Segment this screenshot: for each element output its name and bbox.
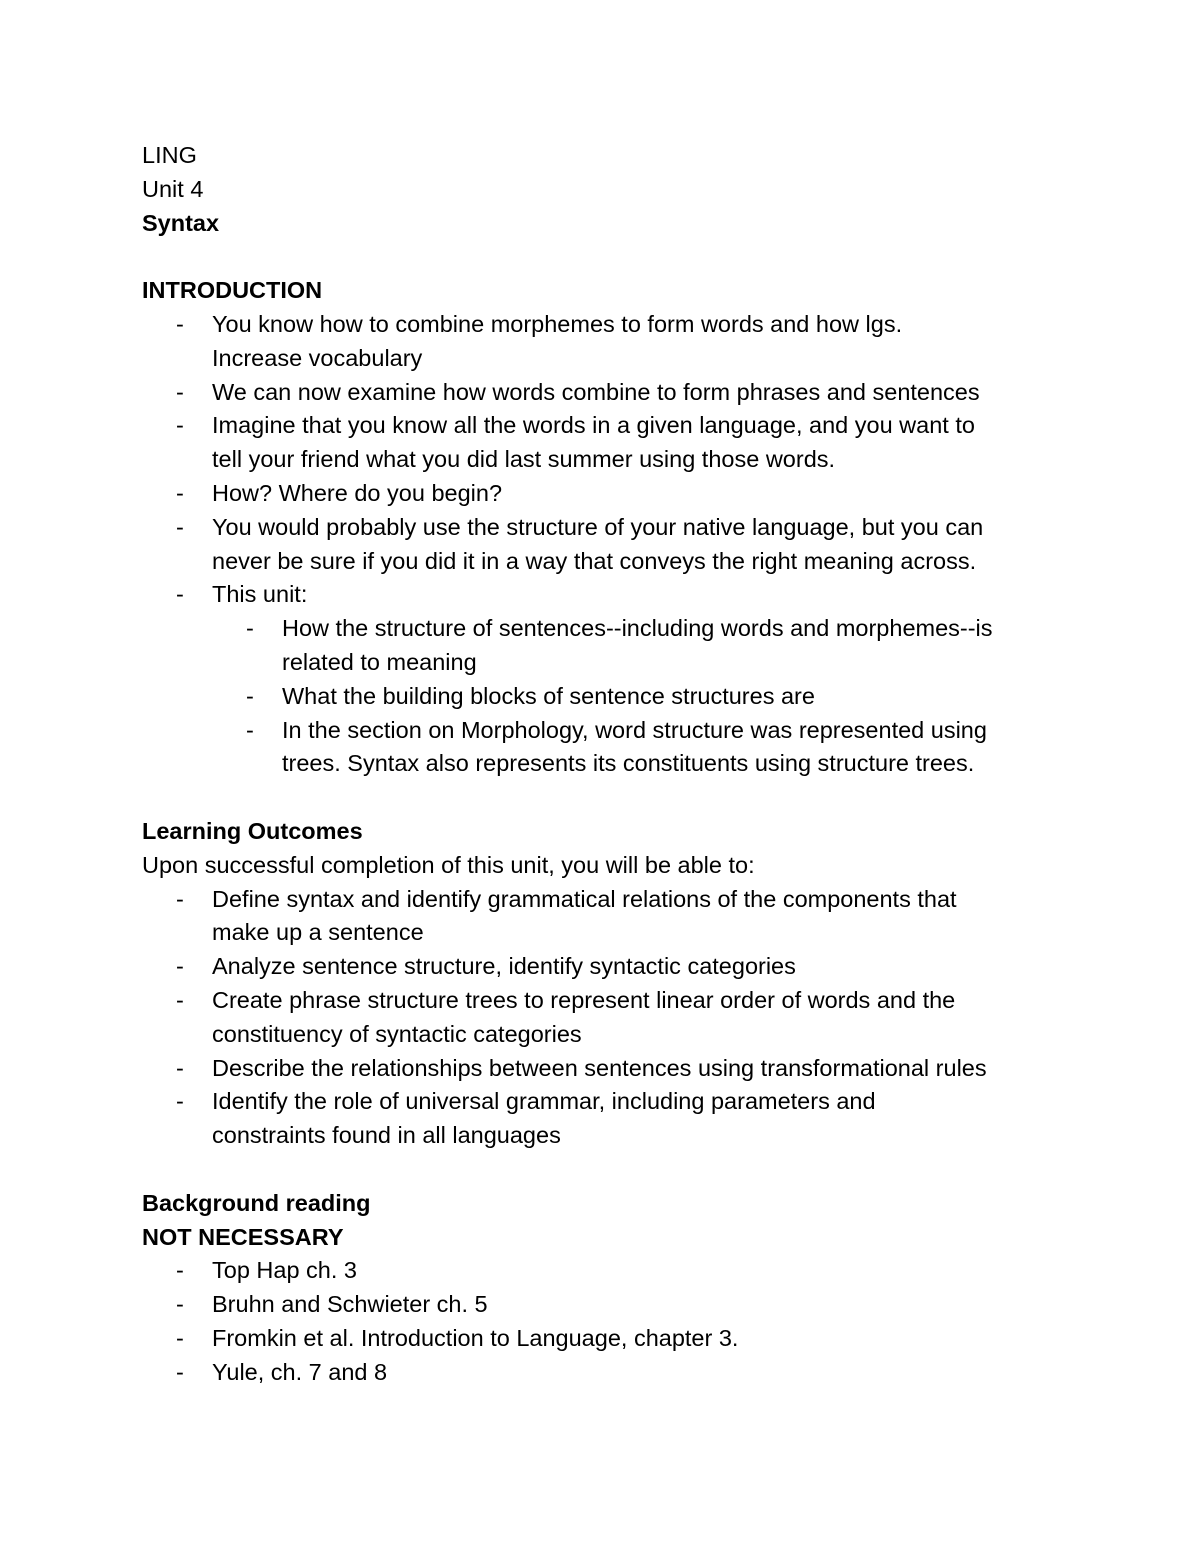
list-item — [142, 409, 1102, 477]
section-heading-background-reading: Background reading — [142, 1189, 371, 1216]
list-item — [142, 578, 1102, 612]
list-item-text: How the structure of sentences--including words and morphemes--is related to meaning — [282, 615, 993, 675]
list-item-text: Fromkin et al. Introduction to Language, chapter 3. — [212, 1324, 739, 1351]
bullet-dash: - — [176, 513, 184, 540]
list-item — [142, 1322, 1102, 1356]
spacer — [142, 781, 1102, 815]
bullet-dash: - — [176, 885, 184, 912]
sub-list-item — [142, 714, 1102, 782]
list-item-text: You would probably use the structure of your native language, but you can never be sure if you did it in a way that conveys the right meaning across. — [212, 513, 984, 574]
list-item — [142, 1288, 1102, 1322]
bullet-dash: - — [246, 682, 254, 709]
unit-label: Unit 4 — [142, 175, 204, 202]
bullet-dash: - — [176, 412, 184, 439]
list-item — [142, 1356, 1102, 1390]
course-label: LING — [142, 142, 197, 168]
list-item-text: Create phrase structure trees to represent linear order of words and the constituency of syntactic categories — [212, 986, 956, 1047]
list-item-text: You know how to combine morphemes to form words and how lgs. Increase vocabulary — [212, 310, 903, 371]
list-item — [142, 1254, 1102, 1288]
list-item-text: Identify the role of universal grammar, including parameters and constraints found in all languages — [212, 1088, 876, 1149]
bullet-dash: - — [176, 1088, 184, 1115]
list-item-text: How? Where do you begin? — [212, 479, 503, 506]
bullet-dash: - — [176, 581, 184, 608]
bullet-dash: - — [176, 953, 184, 980]
list-item-text: What the building blocks of sentence structures are — [282, 682, 815, 709]
section-heading-learning-outcomes: Learning Outcomes — [142, 817, 363, 844]
bullet-dash: - — [176, 1358, 184, 1385]
list-item — [142, 376, 1102, 410]
list-item — [142, 984, 1102, 1052]
sub-list-item — [142, 612, 1102, 680]
bullet-dash: - — [176, 479, 184, 506]
list-item-text: This unit: — [212, 581, 308, 608]
list-item-text: In the section on Morphology, word structure was represented using trees. Syntax also represents its constituents using structure trees. — [282, 716, 987, 777]
list-item — [142, 883, 1102, 951]
list-item-text: Describe the relationships between sentences using transformational rules — [212, 1054, 987, 1081]
list-item — [142, 1085, 1102, 1153]
list-item — [142, 477, 1102, 511]
list-item-text: We can now examine how words combine to form phrases and sentences — [212, 378, 980, 405]
list-item-text: Define syntax and identify grammatical relations of the components that make up a sentence — [212, 885, 957, 946]
list-item-text: Imagine that you know all the words in a given language, and you want to tell your friend what you did last summer using those words. — [212, 412, 975, 473]
list-item — [142, 950, 1102, 984]
reading-note: NOT NECESSARY — [142, 1223, 344, 1250]
list-item-text: Top Hap ch. 3 — [212, 1257, 358, 1284]
list-item — [142, 308, 1102, 376]
bullet-dash: - — [176, 1291, 184, 1318]
page-title: Syntax — [142, 209, 220, 236]
bullet-dash: - — [176, 310, 184, 337]
list-item-text: Bruhn and Schwieter ch. 5 — [212, 1291, 488, 1318]
bullet-dash: - — [176, 1054, 184, 1081]
outcomes-intro: Upon successful completion of this unit, you will be able to: — [142, 851, 755, 878]
bullet-dash: - — [176, 1324, 184, 1351]
list-item — [142, 511, 1102, 579]
bullet-dash: - — [176, 1257, 184, 1284]
list-item — [142, 1052, 1102, 1086]
list-item-text: Yule, ch. 7 and 8 — [212, 1358, 388, 1385]
sub-list-item — [142, 680, 1102, 714]
bullet-dash: - — [176, 378, 184, 405]
document-page — [142, 139, 1102, 1389]
bullet-dash: - — [246, 615, 254, 642]
bullet-dash: - — [176, 986, 184, 1013]
section-heading-introduction: INTRODUCTION — [142, 277, 323, 304]
bullet-dash: - — [246, 716, 254, 743]
list-item-text: Analyze sentence structure, identify syntactic categories — [212, 953, 796, 980]
spacer — [142, 1153, 1102, 1187]
spacer — [142, 240, 1102, 274]
